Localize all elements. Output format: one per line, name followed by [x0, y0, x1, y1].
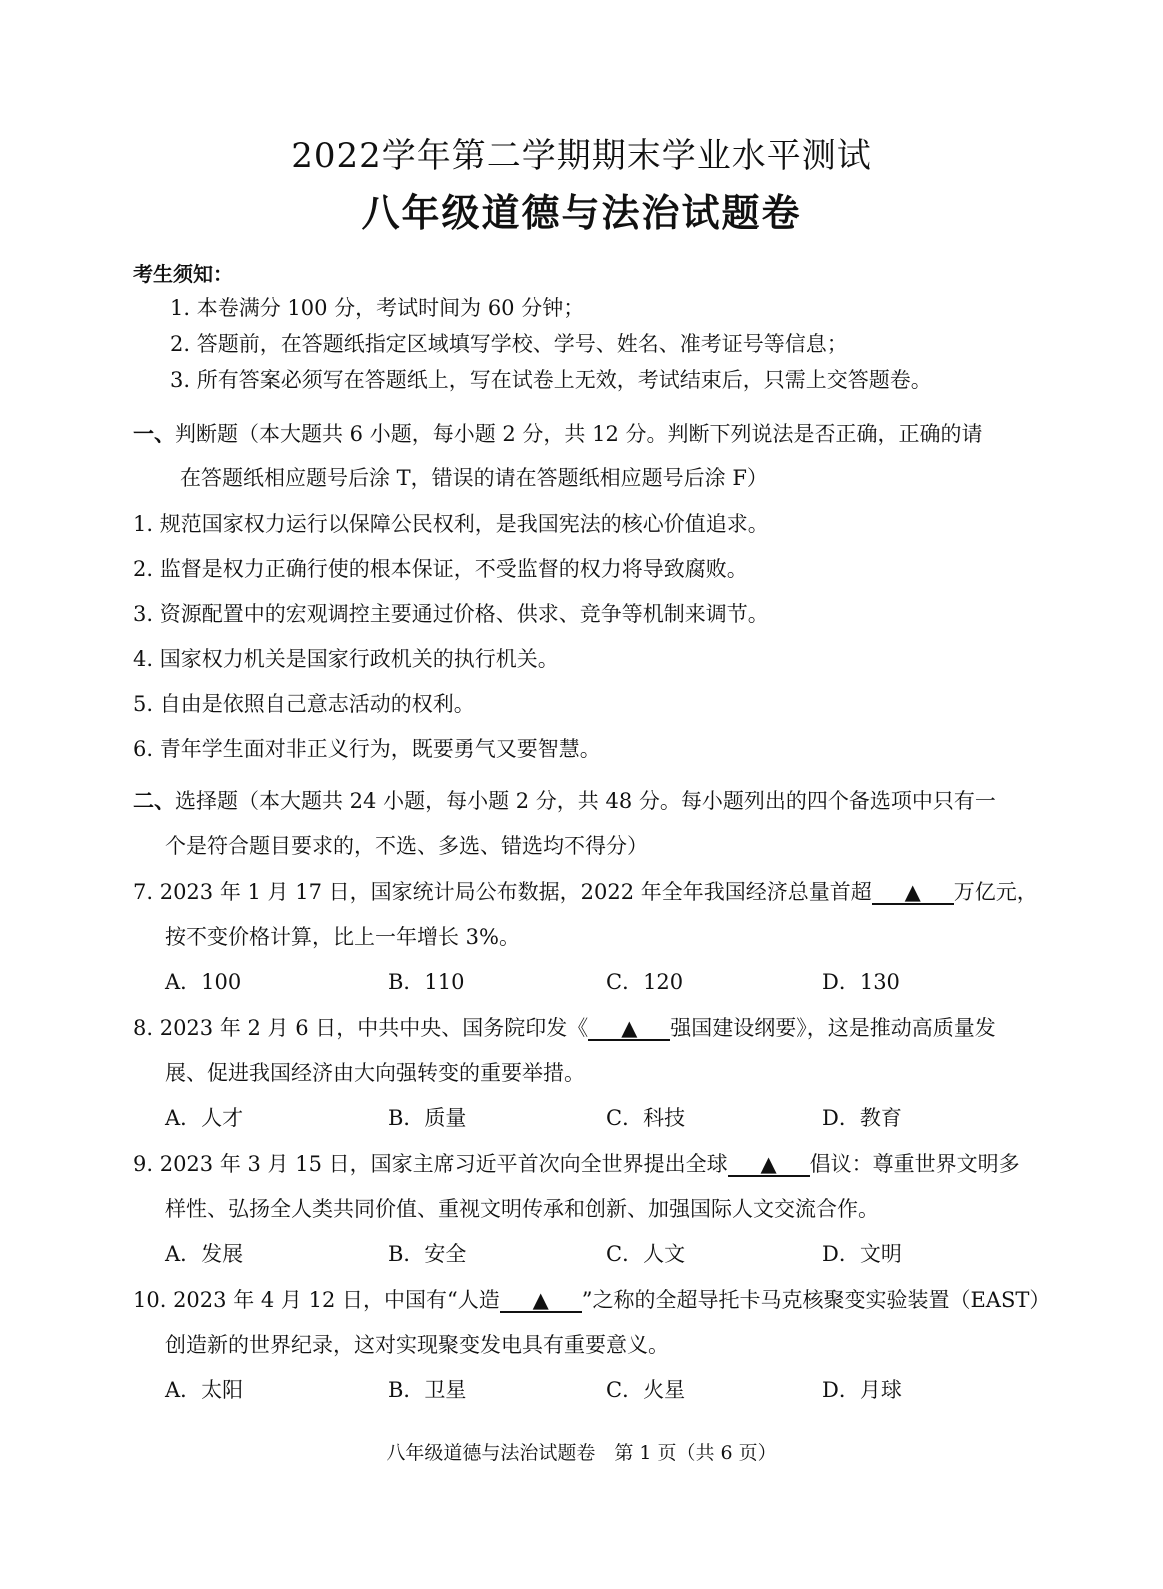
notice-heading: 考生须知： — [133, 262, 233, 286]
section1-number: 一、 — [133, 422, 175, 446]
notice-item-2: 2. 答题前，在答题纸指定区域填写学校、学号、姓名、准考证号等信息； — [170, 332, 848, 356]
notice-item-1: 1. 本卷满分 100 分，考试时间为 60 分钟； — [170, 296, 585, 320]
judge-question-3: 3. 资源配置中的宏观调控主要通过价格、供求、竞争等机制来调节。 — [133, 602, 769, 626]
exam-subtitle: 八年级道德与法治试题卷 — [361, 191, 802, 235]
option-b: B．安全 — [388, 1242, 467, 1266]
choice-question-8 — [133, 1012, 996, 1042]
option-c: C．科技 — [606, 1106, 686, 1130]
question-text: 9. 2023 年 3 月 15 日，国家主席习近平首次向全世界提出全球 — [133, 1152, 728, 1176]
section2-heading — [133, 785, 996, 815]
choice-question-9 — [133, 1148, 1020, 1178]
judge-question-5: 5. 自由是依照自己意志活动的权利。 — [133, 692, 475, 716]
section1-title-line2: 在答题纸相应题号后涂 T，错误的请在答题纸相应题号后涂 F） — [180, 466, 768, 490]
judge-question-2: 2. 监督是权力正确行使的根本保证，不受监督的权力将导致腐败。 — [133, 557, 748, 581]
option-d: D．月球 — [822, 1378, 902, 1402]
option-d: D．130 — [822, 970, 900, 994]
option-b: B．卫星 — [388, 1378, 467, 1402]
option-a: A．太阳 — [165, 1378, 244, 1402]
question-text: 强国建设纲要》，这是推动高质量发 — [670, 1016, 996, 1040]
option-c: C．人文 — [606, 1242, 686, 1266]
answer-blank: ▲ — [872, 882, 954, 905]
choice-question-7 — [133, 876, 1038, 906]
option-a: A．发展 — [165, 1242, 244, 1266]
answer-blank: ▲ — [728, 1154, 810, 1177]
page-footer: 八年级道德与法治试题卷 第 1 页（共 6 页） — [386, 1442, 777, 1464]
choice-question-7-line2: 按不变价格计算，比上一年增长 3%。 — [165, 925, 520, 949]
judge-question-1: 1. 规范国家权力运行以保障公民权利，是我国宪法的核心价值追求。 — [133, 512, 769, 536]
choice-question-9-line2: 样性、弘扬全人类共同价值、重视文明传承和创新、加强国际人文交流合作。 — [165, 1197, 879, 1221]
section2-title-line1: 选择题（本大题共 24 小题，每小题 2 分，共 48 分。每小题列出的四个备选项中只有一 — [175, 789, 996, 813]
choice-question-10-line2: 创造新的世界纪录，这对实现聚变发电具有重要意义。 — [165, 1333, 669, 1357]
option-a: A．人才 — [165, 1106, 244, 1130]
section2-title-line2: 个是符合题目要求的，不选、多选、错选均不得分） — [165, 834, 648, 858]
answer-blank: ▲ — [500, 1290, 582, 1313]
question-text: 8. 2023 年 2 月 6 日，中共中央、国务院印发《 — [133, 1016, 589, 1040]
exam-title: 2022学年第二学期期末学业水平测试 — [291, 136, 872, 176]
answer-blank: ▲ — [588, 1018, 670, 1041]
option-d: D．教育 — [822, 1106, 902, 1130]
question-text: ”之称的全超导托卡马克核聚变实验装置（EAST） — [581, 1288, 1051, 1312]
option-a: A．100 — [165, 970, 242, 994]
option-c: C．火星 — [606, 1378, 686, 1402]
judge-question-4: 4. 国家权力机关是国家行政机关的执行机关。 — [133, 647, 559, 671]
option-d: D．文明 — [822, 1242, 902, 1266]
question-text: 10. 2023 年 4 月 12 日，中国有“人造 — [133, 1288, 500, 1312]
section2-number: 二、 — [133, 789, 175, 813]
option-b: B．110 — [388, 970, 465, 994]
option-c: C．120 — [606, 970, 684, 994]
choice-question-10 — [133, 1284, 1050, 1314]
notice-item-3: 3. 所有答案必须写在答题纸上，写在试卷上无效，考试结束后，只需上交答题卷。 — [170, 368, 932, 392]
section1-heading — [133, 418, 983, 448]
question-text: 倡议：尊重世界文明多 — [809, 1152, 1020, 1176]
question-text: 万亿元， — [953, 880, 1038, 904]
question-text: 7. 2023 年 1 月 17 日，国家统计局公布数据，2022 年全年我国经济总量首超 — [133, 880, 872, 904]
judge-question-6: 6. 青年学生面对非正义行为，既要勇气又要智慧。 — [133, 737, 601, 761]
choice-question-8-line2: 展、促进我国经济由大向强转变的重要举措。 — [165, 1061, 585, 1085]
section1-title-line1: 判断题（本大题共 6 小题，每小题 2 分，共 12 分。判断下列说法是否正确，正确的请 — [175, 422, 983, 446]
option-b: B．质量 — [388, 1106, 467, 1130]
